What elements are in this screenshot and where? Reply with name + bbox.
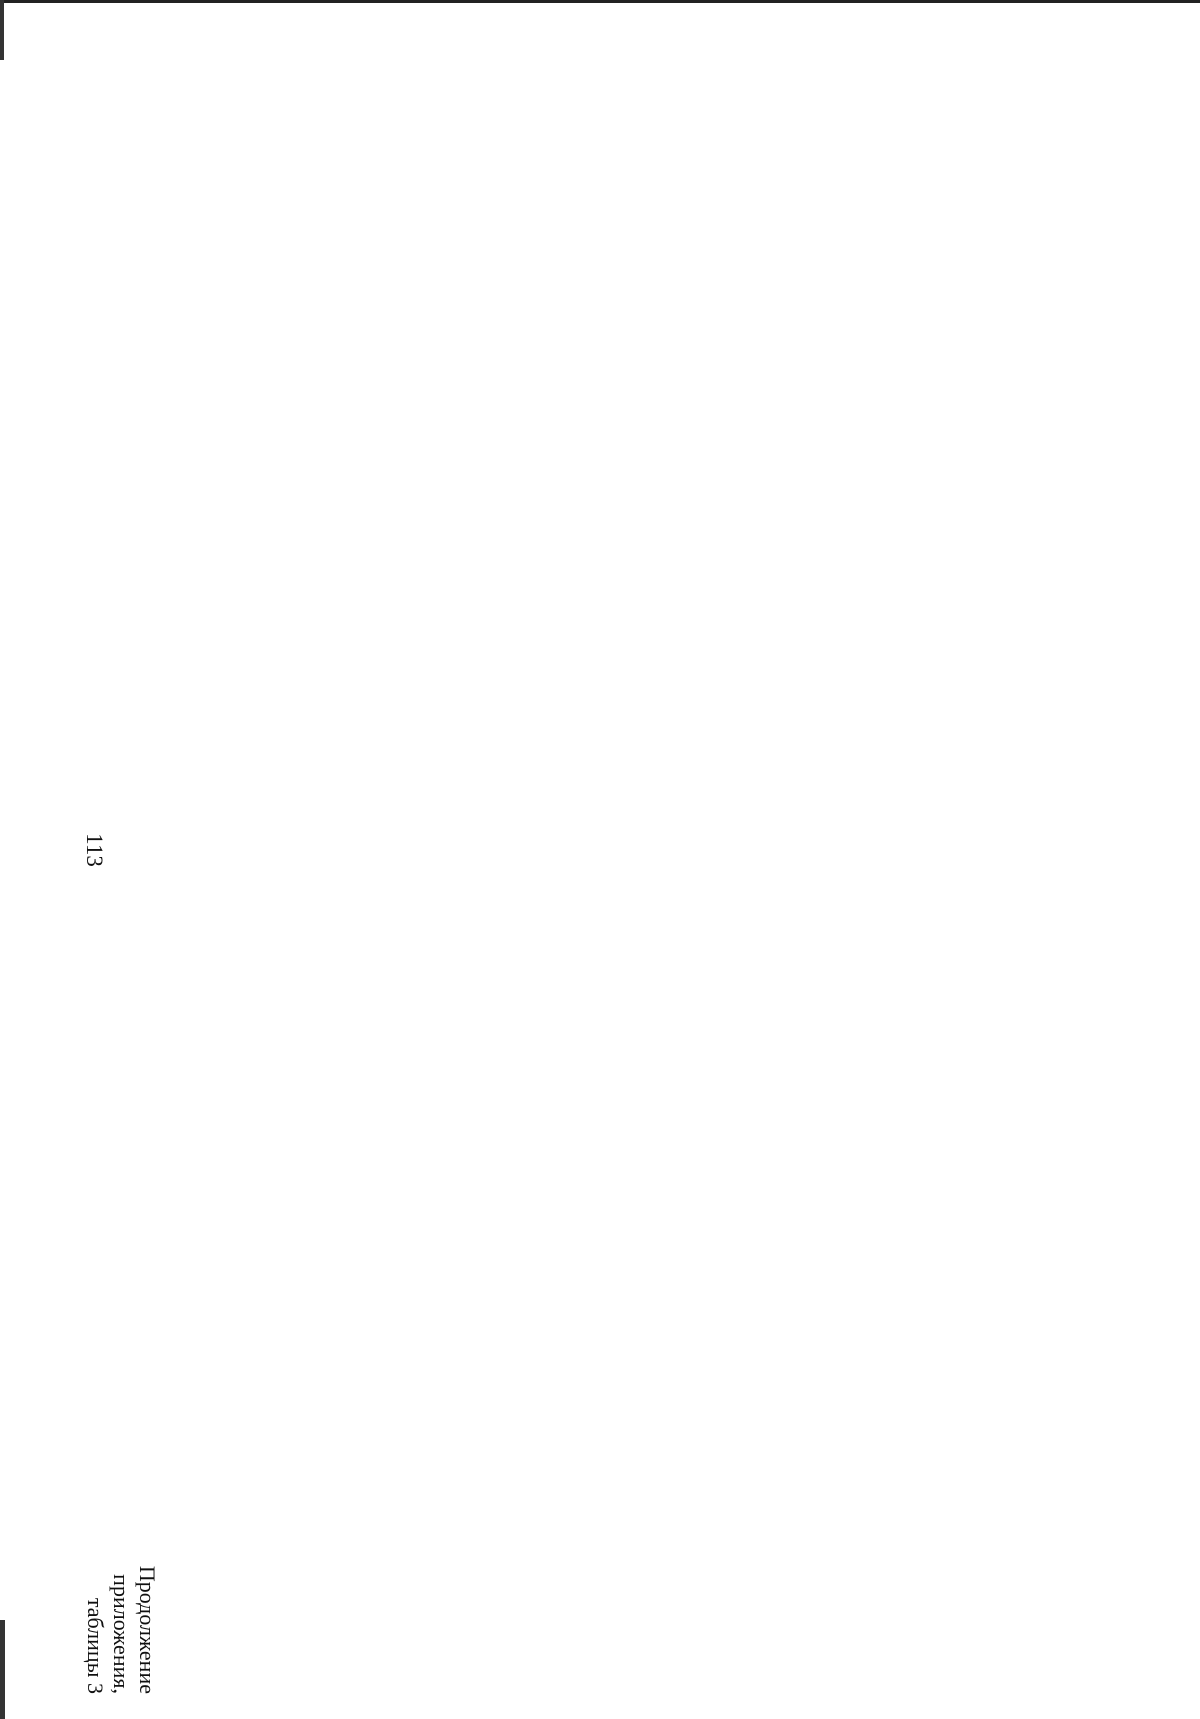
- object-note: [0, 40, 45, 594]
- object-purpose: [0, 975, 45, 1171]
- registry-table: [0, 40, 45, 1702]
- continuation-note: [82, 1450, 160, 1694]
- object-address: [0, 594, 45, 975]
- object-name: [0, 1171, 45, 1621]
- continuation-line-2: таблицы 3: [83, 1597, 108, 1694]
- table-row: [0, 40, 45, 1702]
- continuation-line-1: Продолжение приложения,: [109, 1565, 160, 1694]
- row-number: [0, 1621, 45, 1702]
- page-number: 113: [82, 833, 107, 867]
